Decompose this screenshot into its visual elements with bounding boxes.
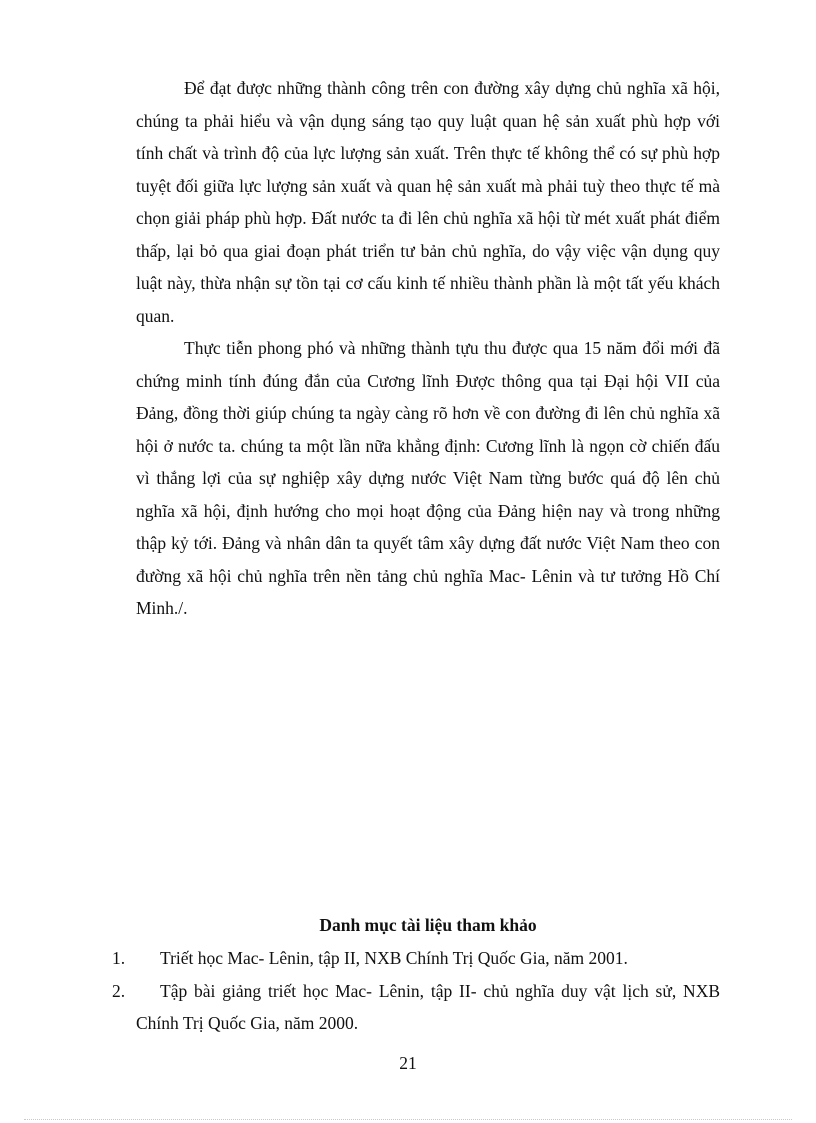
reference-item (112, 975, 720, 1040)
paragraph: Để đạt được những thành công trên con đường xây dựng chủ nghĩa xã hội, chúng ta phải hiểu và vận dụng sáng tạo quy luật quan hệ sản xuất phù hợp với tính chất và trình độ của lực lượng sản xuất. Trên thực tế không thể có sự phù hợp tuyệt đối giữa lực lượng sản xuất và quan hệ sản xuất mà phải tuỳ theo thực tế mà chọn giải pháp phù hợp. Đất nước ta đi lên chủ nghĩa xã hội từ mét xuất phát điểm thấp, lại bỏ qua giai đoạn phát triển tư bản chủ nghĩa, do vậy việc vận dụng quy luật này, thừa nhận sự tồn tại cơ cấu kinh tế nhiều thành phần là một tất yếu khách quan. (136, 78, 720, 326)
reference-number: 2. (112, 980, 126, 1001)
paragraph: Thực tiễn phong phó và những thành tựu thu được qua 15 năm đổi mới đã chứng minh tính đúng đắn của Cương lĩnh Được thông qua tại Đại hội VII của Đảng, đồng thời giúp chúng ta ngày càng rõ hơn về con đường đi lên chủ nghĩa xã hội ở nước ta. chúng ta một lần nữa khẳng định: Cương lĩnh là ngọn cờ chiến đấu vì thắng lợi của sự nghiệp xây dựng nước Việt Nam từng bước quá độ lên chủ nghĩa xã hội, định hướng cho mọi hoạt động của Đảng hiện nay và trong những thập kỷ tới. Đảng và nhân dân ta quyết tâm xây dựng đất nước Việt Nam theo con đường xã hội chủ nghĩa trên nền tảng chủ nghĩa Mac- Lênin và tư tưởng Hồ Chí Minh./. (136, 338, 720, 618)
references-title: Danh mục tài liệu tham khảo (319, 915, 537, 935)
page-bottom-divider (24, 1119, 792, 1120)
reference-text: Tập bài giảng triết học Mac- Lênin, tập II- chủ nghĩa duy vật lịch sử, NXB Chính Trị Quốc Gia, năm 2000. (136, 980, 720, 1033)
reference-number: 1. (112, 948, 126, 968)
body-text (136, 72, 720, 625)
page-number: 21 (399, 1053, 417, 1073)
references-list (112, 942, 720, 1040)
reference-item (112, 942, 720, 975)
reference-text: Triết học Mac- Lênin, tập II, NXB Chính Trị Quốc Gia, năm 2001. (160, 948, 628, 968)
